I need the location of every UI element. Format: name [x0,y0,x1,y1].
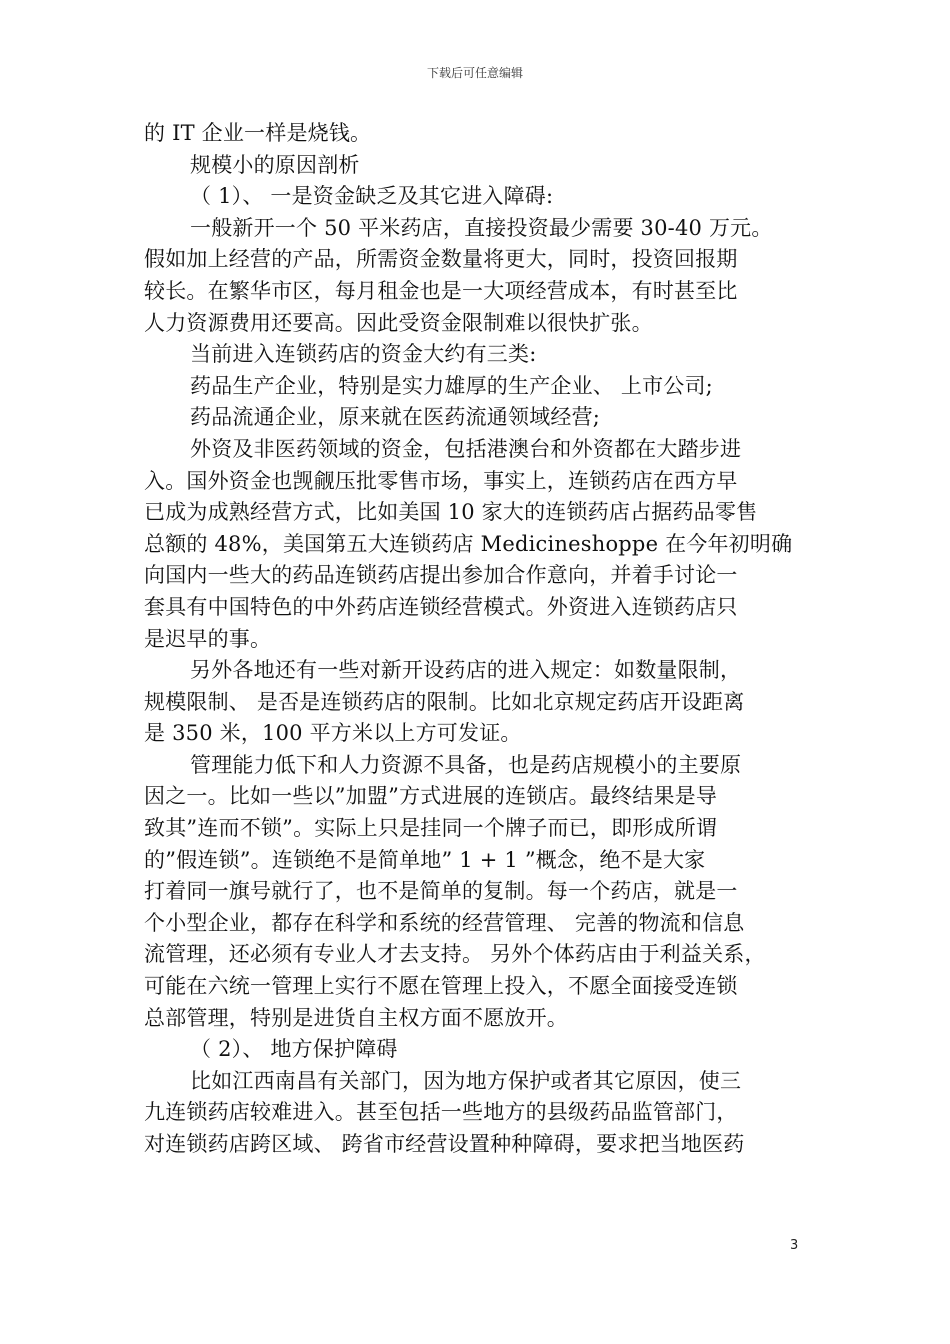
text-line: （ 2）、 地方保护障碍 [190,1037,398,1062]
text-line: 规模小的原因剖析 [190,152,360,177]
text-line: 总额的 48%，美国第五大连锁药店 Medicineshoppe 在今年初明确 [144,531,793,556]
text-line: 药品生产企业，特别是实力雄厚的生产企业、 上市公司; [190,373,713,398]
text-line: 流管理，还必须有专业人才去支持。 另外个体药店由于利益关系， [144,942,766,967]
text-line: 一般新开一个 50 平米药店，直接投资最少需要 30-40 万元。 [190,215,773,240]
text-line: 比如江西南昌有关部门，因为地方保护或者其它原因，使三 [190,1068,742,1093]
text-line: 总部管理，特别是进货自主权方面不愿放开。 [144,1005,568,1030]
text-line: 假如加上经营的产品，所需资金数量将更大，同时，投资回报期 [144,247,738,272]
text-line: 已成为成熟经营方式，比如美国 10 家大的连锁药店占据药品零售 [144,500,758,525]
text-line: 管理能力低下和人力资源不具备，也是药店规模小的主要原 [190,752,742,777]
text-line: 可能在六统一管理上实行不愿在管理上投入，不愿全面接受连锁 [144,974,738,999]
text-line: 另外各地还有一些对新开设药店的进入规定：如数量限制， [190,658,742,683]
text-line: 致其”连而不锁”。实际上只是挂同一个牌子而已，即形成所谓 [144,816,718,841]
page-number: 3 [790,1238,799,1253]
page-header-note: 下载后可任意编辑 [426,66,523,80]
text-line: 是迟早的事。 [144,626,272,651]
text-line: 当前进入连锁药店的资金大约有三类: [190,342,537,367]
text-line: 药品流通企业，原来就在医药流通领域经营; [190,405,601,430]
text-line: 向国内一些大的药品连锁药店提出参加合作意向，并着手讨论一 [144,563,738,588]
text-line: 对连锁药店跨区域、 跨省市经营设置种种障碍，要求把当地医药 [144,1132,745,1156]
text-line: 打着同一旗号就行了，也不是简单的复制。每一个药店，就是一 [144,879,738,904]
document-body [144,118,814,1161]
text-line: 规模限制、 是否是连锁药店的限制。比如北京规定药店开设距离 [144,689,745,714]
text-line: 较长。在繁华市区，每月租金也是一大项经营成本，有时甚至比 [144,278,738,303]
text-line: 的”假连锁”。连锁绝不是简单地” 1 + 1 ”概念，绝不是大家 [144,847,706,872]
text-line: （ 1）、 一是资金缺乏及其它进入障碍: [190,184,554,209]
text-line: 是 350 米，100 平方米以上方可发证。 [144,721,522,746]
text-line: 外资及非医药领域的资金，包括港澳台和外资都在大踏步进 [190,436,742,461]
text-line: 因之一。比如一些以”加盟”方式进展的连锁店。最终结果是导 [144,784,718,809]
text-line: 的 IT 企业一样是烧钱。 [144,121,372,145]
text-line: 个小型企业，都存在科学和系统的经营管理、 完善的物流和信息 [144,910,745,935]
text-line: 人力资源费用还要高。因此受资金限制难以很快扩张。 [144,310,653,335]
text-line: 套具有中国特色的中外药店连锁经营模式。外资进入连锁药店只 [144,594,738,619]
text-line: 入。国外资金也觊觎压批零售市场，事实上，连锁药店在西方早 [144,468,738,493]
text-line: 九连锁药店较难进入。甚至包括一些地方的县级药品监管部门， [144,1100,738,1125]
